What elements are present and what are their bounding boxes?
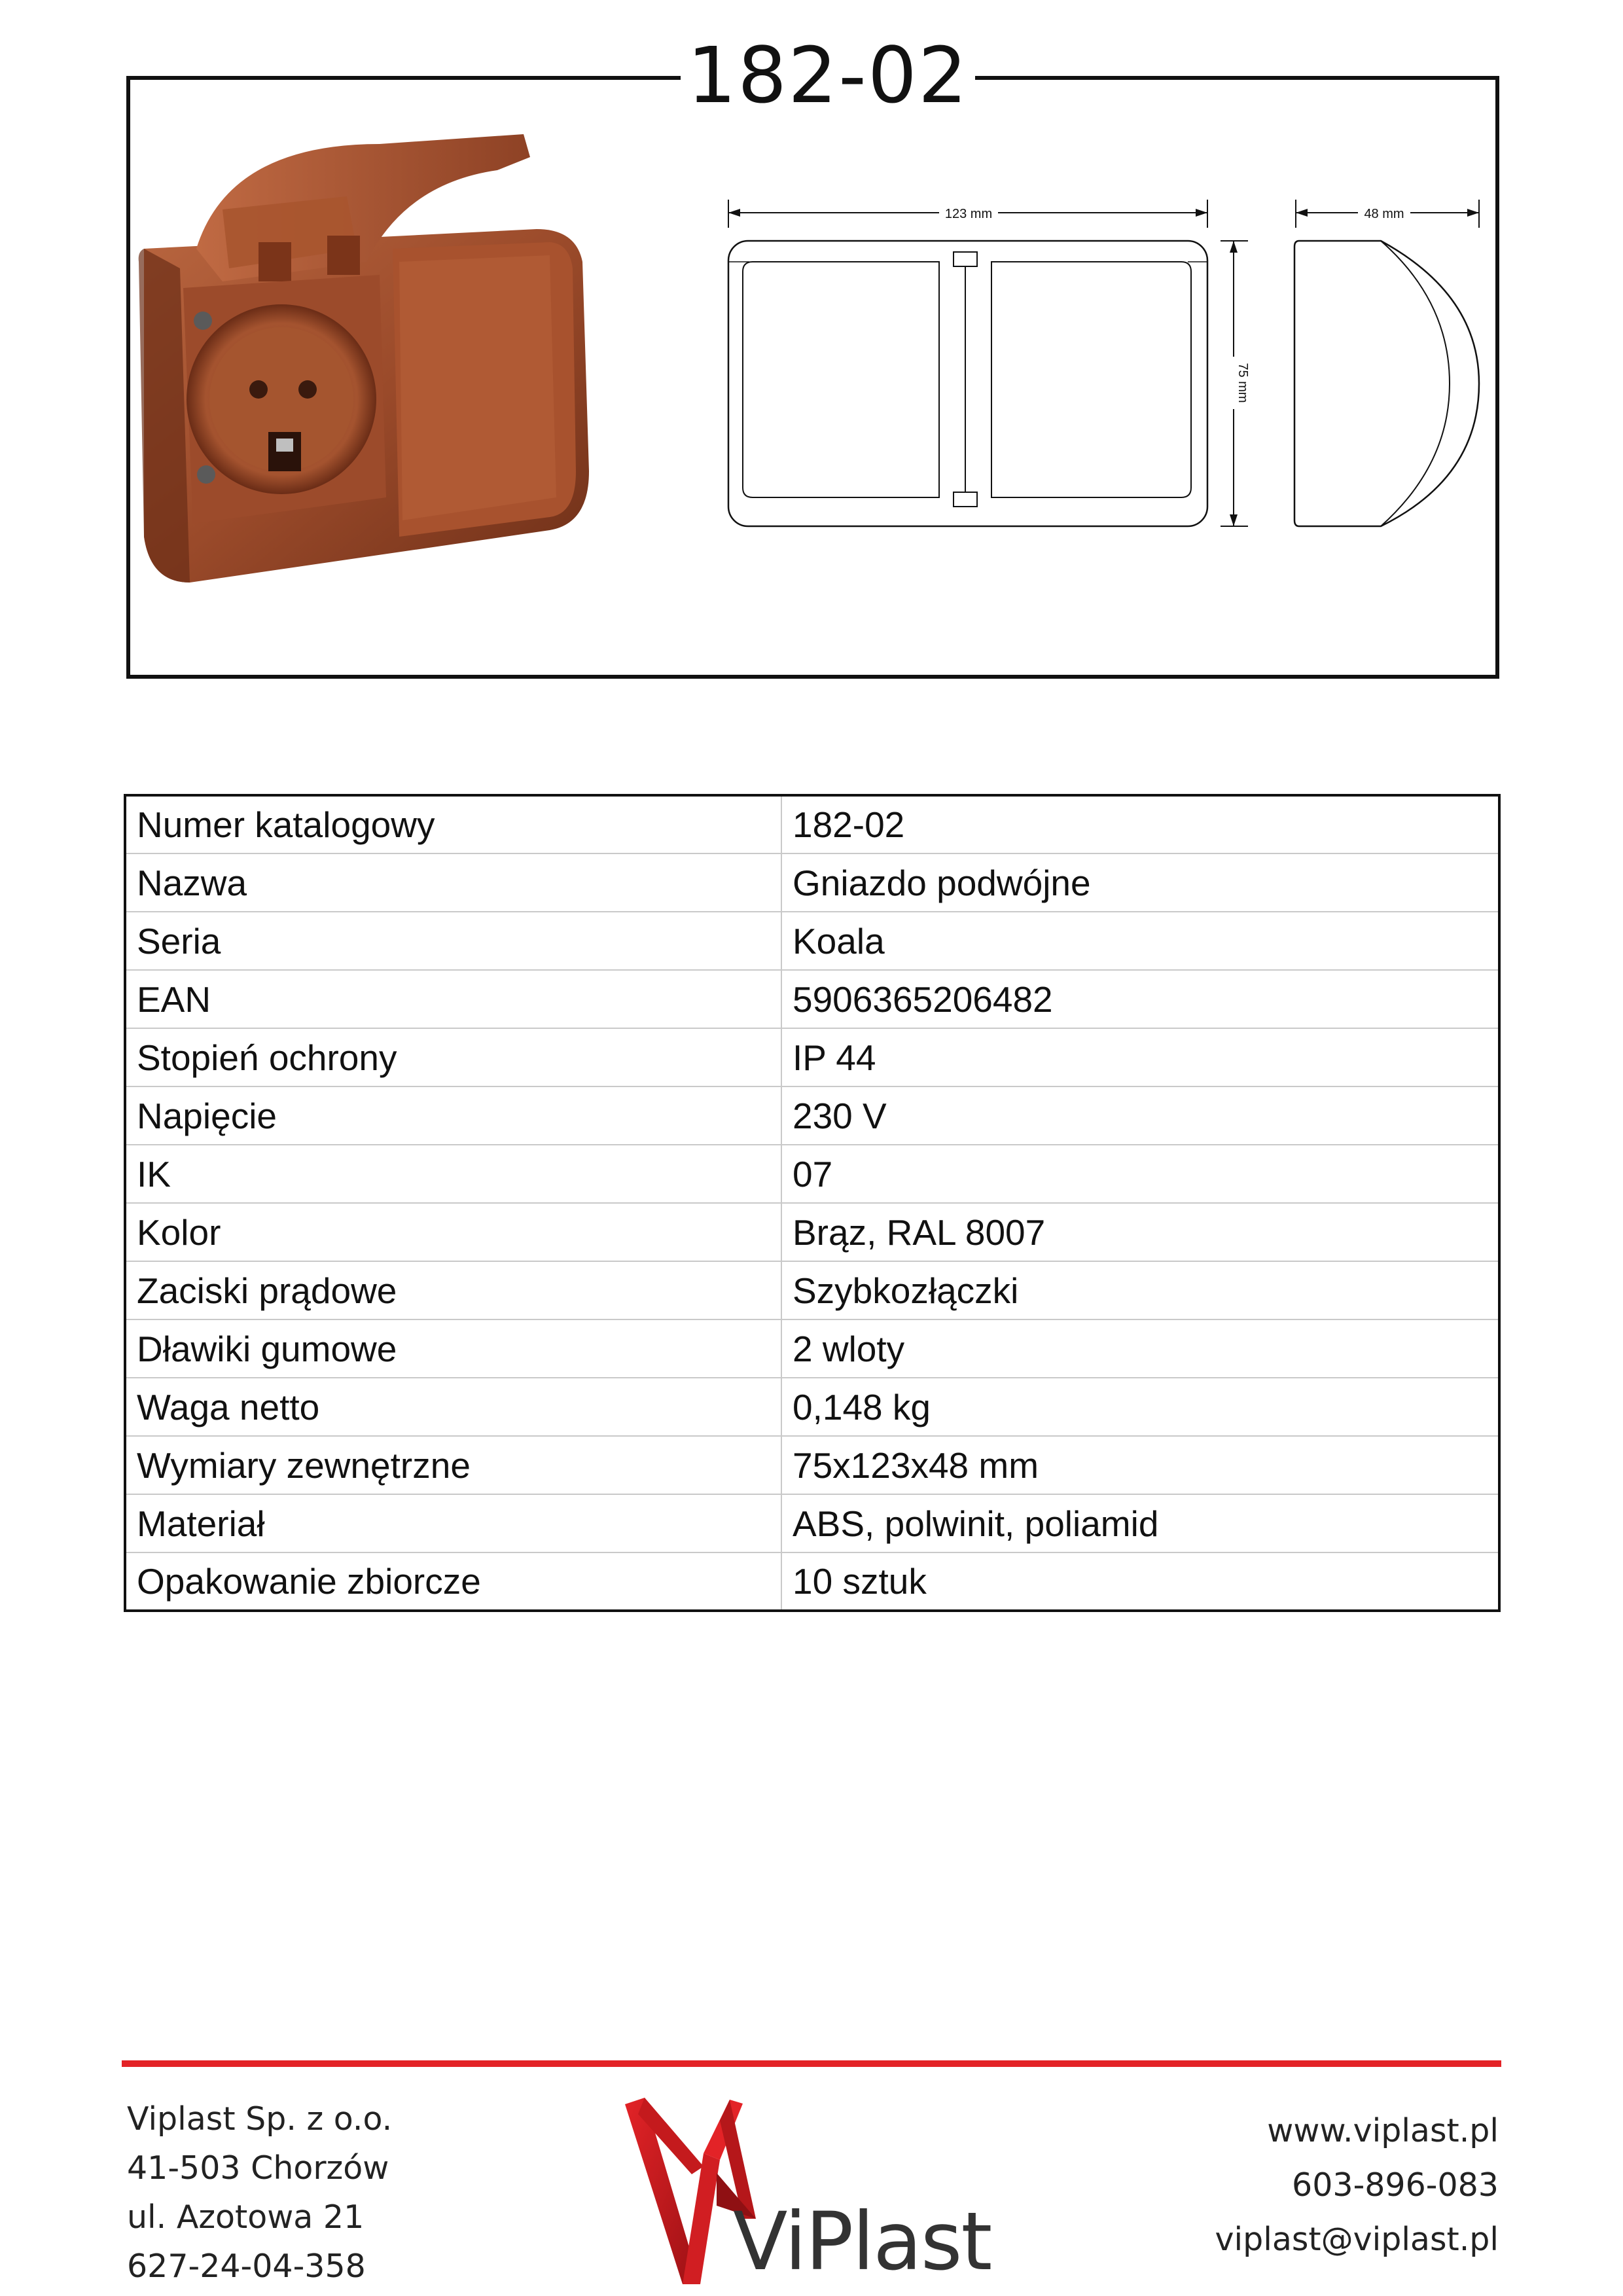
company-city: 41-503 Chorzów [127,2149,389,2187]
table-row [125,1319,1499,1378]
spec-label: Waga netto [125,1378,781,1436]
product-code-title: 182-02 [681,33,975,118]
table-row [125,1203,1499,1261]
spec-value: Gniazdo podwójne [781,853,1499,912]
width-dimension-label: 123 mm [944,207,993,221]
spec-value: 5906365206482 [781,970,1499,1028]
spec-label: Opakowanie zbiorcze [125,1552,781,1611]
depth-dimension-label: 48 mm [1364,207,1404,221]
company-name: Viplast Sp. z o.o. [127,2100,393,2138]
table-row [125,1261,1499,1319]
phone-number: 603-896-083 [1292,2166,1499,2204]
company-street: ul. Azotowa 21 [127,2198,365,2236]
spec-value: 182-02 [781,795,1499,853]
spec-value: 0,148 kg [781,1378,1499,1436]
table-row [125,1552,1499,1611]
spec-label: Zaciski prądowe [125,1261,781,1319]
table-row [125,795,1499,853]
side-view-drawing [1283,190,1492,543]
spec-label: Stopień ochrony [125,1028,781,1086]
spec-label: Nazwa [125,853,781,912]
spec-value: Brąz, RAL 8007 [781,1203,1499,1261]
table-row [125,853,1499,912]
specification-table [124,794,1501,1612]
table-row [125,970,1499,1028]
spec-label: Dławiki gumowe [125,1319,781,1378]
footer-divider [122,2060,1501,2067]
spec-value: 10 sztuk [793,1561,927,1602]
height-dimension-label: 75 mm [1236,363,1250,403]
email-link[interactable]: viplast@viplast.pl [1215,2221,1499,2258]
website-link[interactable]: www.viplast.pl [1267,2112,1499,2149]
spec-label: Numer katalogowy [125,795,781,853]
spec-value: 2 wloty [781,1319,1499,1378]
spec-label: Seria [125,912,781,970]
company-number: 627-24-04-358 [127,2248,366,2285]
table-row [125,1494,1499,1552]
front-view-drawing [717,190,1260,543]
table-row [125,1086,1499,1145]
spec-value: Szybkozłączki [781,1261,1499,1319]
company-contact [1041,2104,1499,2267]
table-row [125,1378,1499,1436]
spec-value: 07 [781,1145,1499,1203]
table-row [125,1028,1499,1086]
table-row [125,1436,1499,1494]
spec-label: EAN [125,970,781,1028]
viplast-logo-text: ViPlast [733,2195,991,2288]
table-row [125,1145,1499,1203]
spec-value: 75x123x48 mm [781,1436,1499,1494]
spec-label: IK [125,1145,781,1203]
spec-label: Wymiary zewnętrzne [125,1436,781,1494]
spec-value: IP 44 [781,1028,1499,1086]
product-photo [131,131,707,589]
company-address [127,2094,585,2291]
spec-value: ABS, polwinit, poliamid [781,1494,1499,1552]
spec-label: Kolor [125,1203,781,1261]
spec-value: 230 V [781,1086,1499,1145]
spec-label: Napięcie [125,1086,781,1145]
spec-label: Materiał [125,1494,781,1552]
spec-value: Koala [781,912,1499,970]
table-row [125,912,1499,970]
